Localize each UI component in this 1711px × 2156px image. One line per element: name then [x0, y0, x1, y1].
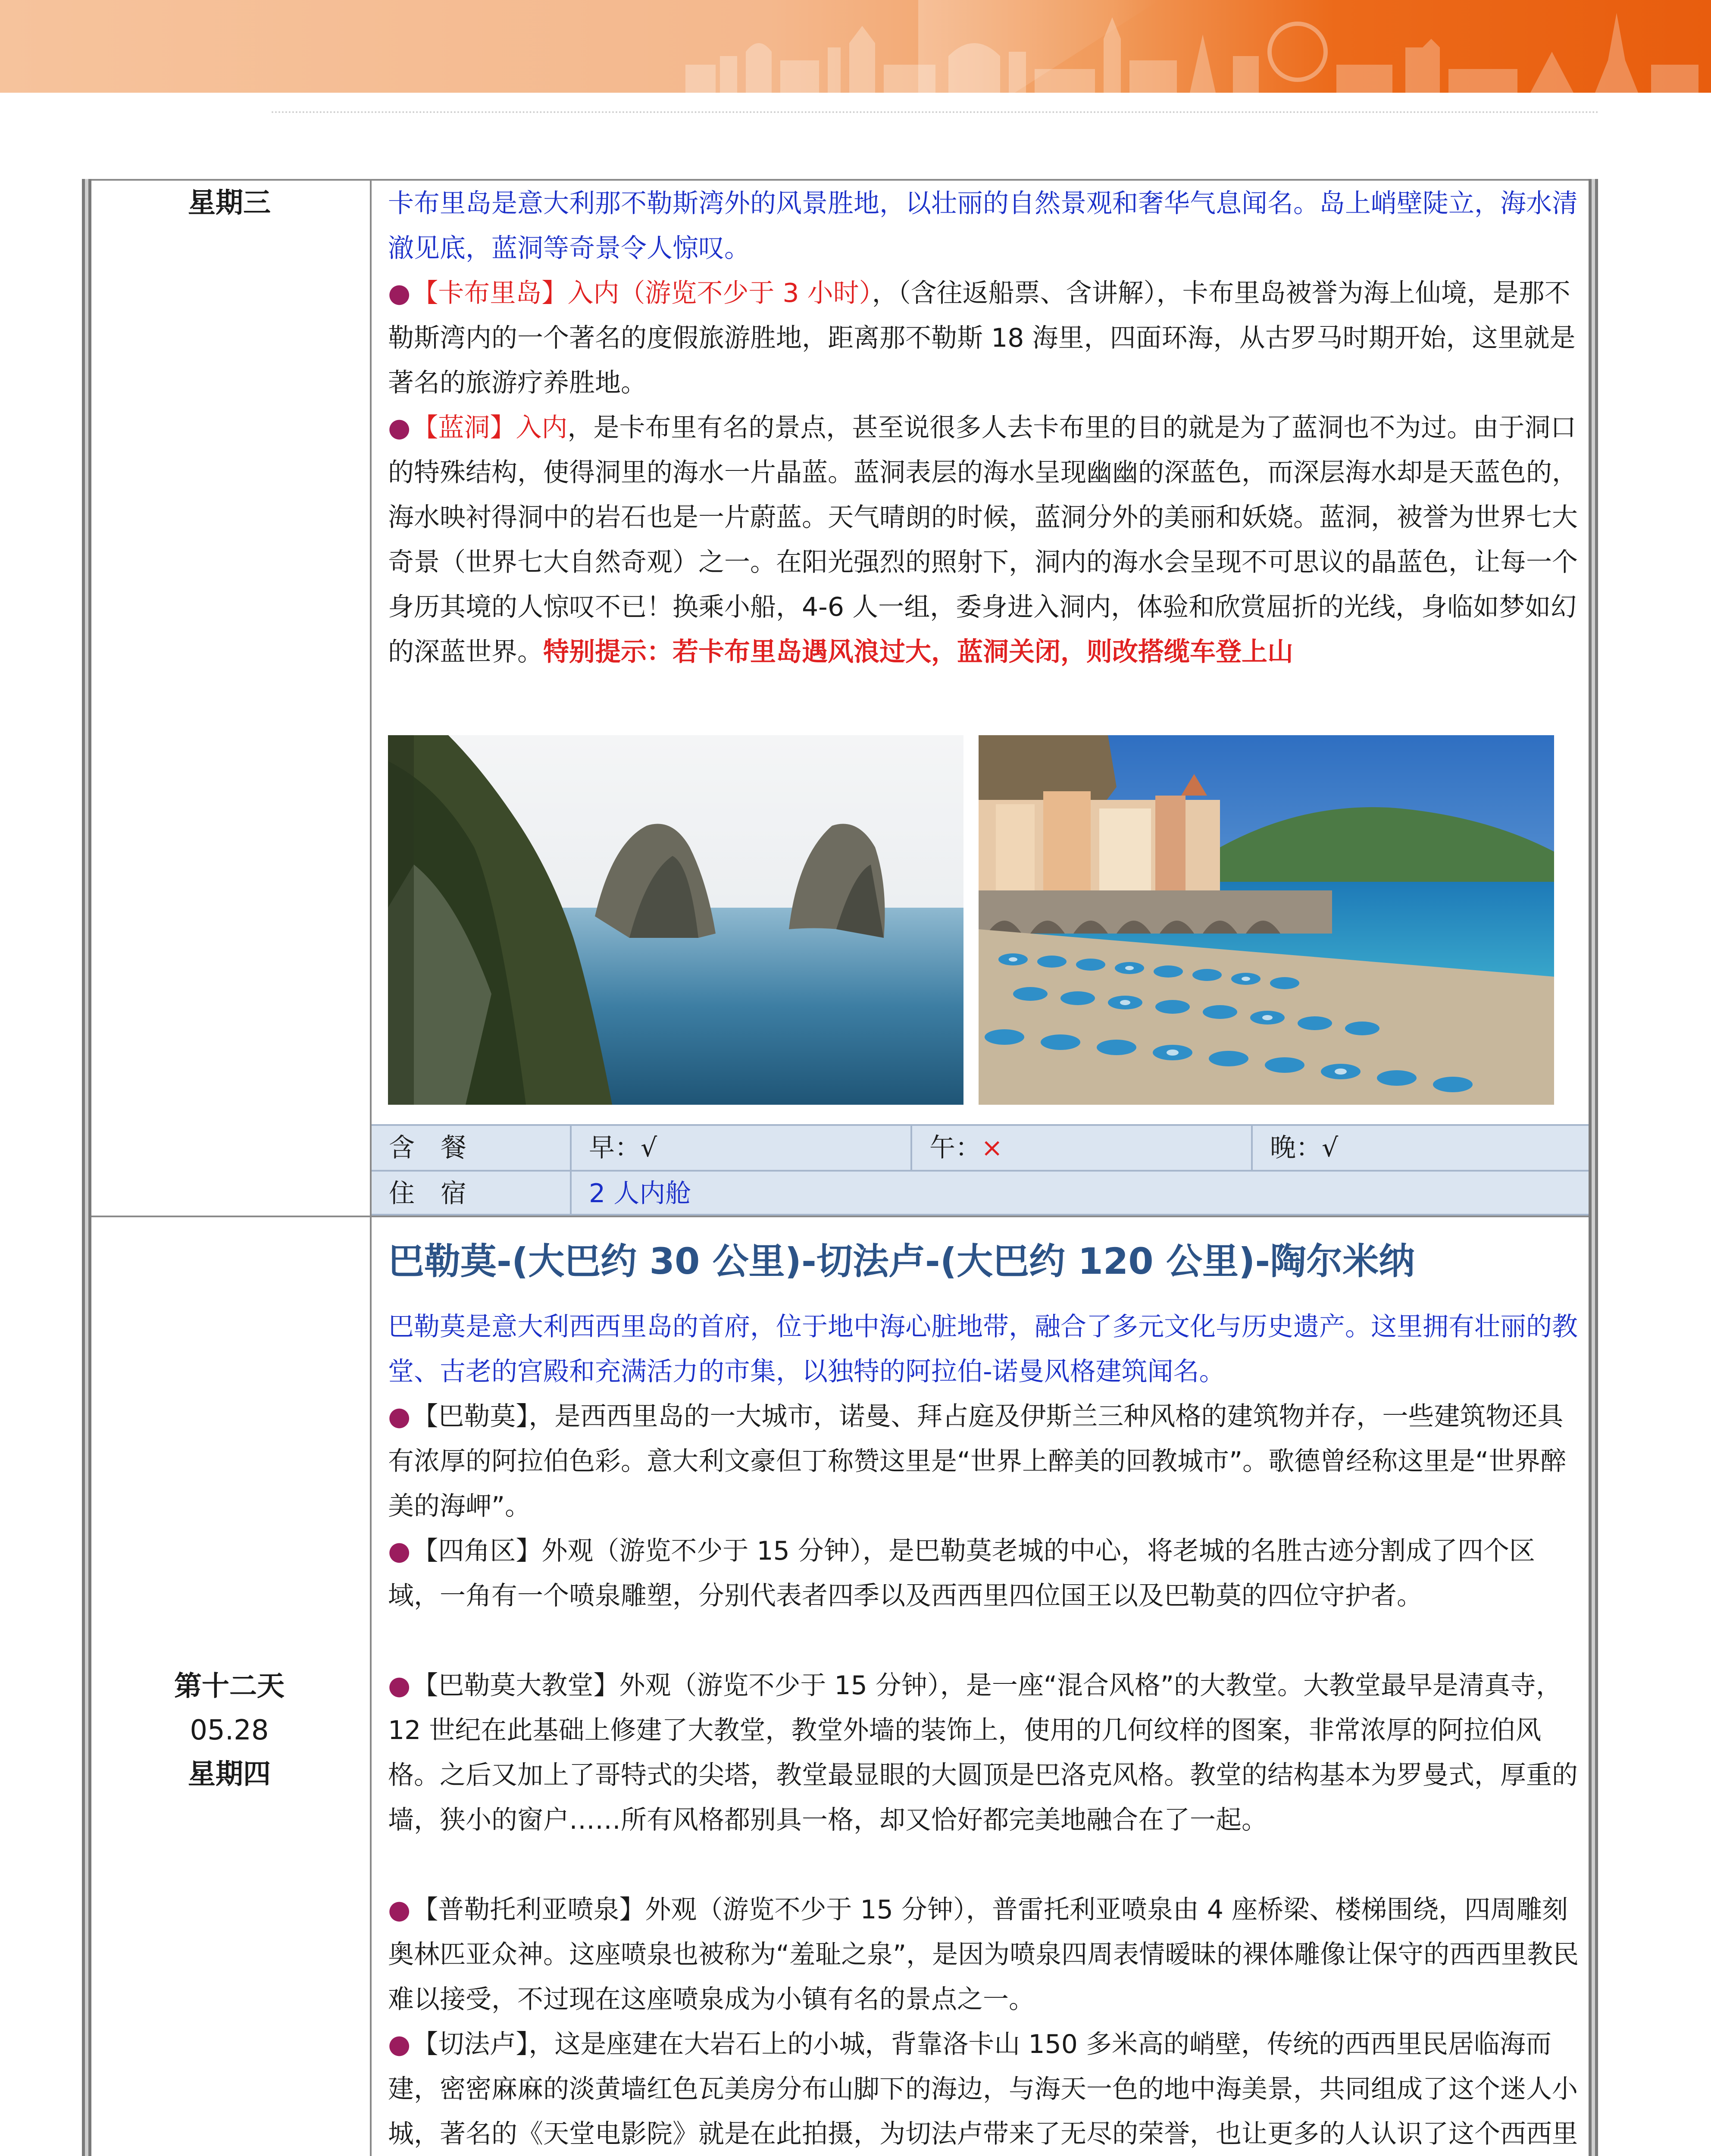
day-weekday: 星期四 — [188, 1758, 271, 1790]
lunch-cell — [910, 1126, 1251, 1170]
column-divider-day2 — [370, 1216, 372, 2156]
bullet-icon: ● — [388, 1670, 411, 1701]
meals-label: 含 餐 — [389, 1133, 466, 1163]
palermo-text: ，是西西里岛的一大城市，诺曼、拜占庭及伊斯兰三种风格的建筑物并存，一些建筑物还具有浓厚的阿拉伯色彩。意大利文豪但丁称赞这里是“世界上醉美的回教城市”。歌德曾经称这里是“世界醉美的海岬”。 — [388, 1401, 1567, 1521]
breakfast-label: 早： — [589, 1133, 641, 1163]
cefalu-text: ，这是座建在大岩石上的小城，背靠洛卡山 150 多米高的峭壁，传统的西西里民居临海而建，密密麻麻的淡黄墙红色瓦美房分布山脚下的海边，与海天一色的地中海美景，共同组成了这个迷人小城，著名的《天堂电影院》就是在此拍摄，为切法卢带来了无尽的荣誉，也让更多的人认识了这个西西里 — [388, 2029, 1578, 2149]
quattro-canti-text: 外观（游览不少于 15 分钟），是巴勒莫老城的中心，将老城的名胜古迹分割成了四个区域，一角有一个喷泉雕塑，分别代表者四季以及西西里四位国王以及巴勒莫的四位守护者。 — [388, 1536, 1535, 1611]
table-border-left — [82, 179, 91, 2156]
capri-text: ，（含往返船票、含讲解），卡布里岛被誉为海上仙境，是那不勒斯湾内的一个著名的度假旅游胜地，距离那不勒斯 18 海里，四面环海，从古罗马时期开始，这里就是著名的旅游疗养胜地。 — [388, 278, 1576, 398]
palermo-paragraph — [388, 1394, 1586, 1529]
header-dotted-rule — [272, 111, 1599, 113]
bullet-icon: ● — [388, 1895, 411, 1925]
row-divider — [91, 1216, 1589, 1217]
lodging-label: 住 宿 — [389, 1178, 466, 1209]
table-border-right — [1589, 179, 1598, 2156]
grotto-notice: 特别提示：若卡布里岛遇风浪过大，蓝洞关闭，则改搭缆车登上山 — [543, 637, 1293, 667]
dinner-label: 晚： — [1270, 1133, 1322, 1163]
cathedral-paragraph — [388, 1663, 1586, 1843]
bullet-icon: ● — [388, 413, 411, 443]
fountain-text: 外观（游览不少于 15 分钟），普雷托利亚喷泉由 4 座桥梁、楼梯围绕，四周雕刻奥林匹亚众神。这座喷泉也被称为“羞耻之泉”，是因为喷泉四周表情暧昧的裸体雕像让保守的西西里教民难以接受，不过现在这座喷泉成为小镇有名的景点之一。 — [388, 1895, 1579, 2015]
lunch-label: 午： — [929, 1133, 981, 1163]
header-band — [0, 0, 1711, 93]
cefalu-name: 【切法卢】 — [412, 2029, 529, 2059]
amalfi-beach-photo — [979, 735, 1554, 1105]
bullet-icon: ● — [388, 1401, 411, 1432]
lodging-row — [372, 1170, 1589, 1216]
column-divider-day1 — [370, 179, 372, 1216]
capri-paragraph — [388, 271, 1586, 405]
dinner-cell — [1251, 1126, 1589, 1170]
capri-intro: 卡布里岛是意大利那不勒斯湾外的风景胜地，以壮丽的自然景观和奢华气息闻名。岛上峭壁陡立，海水清澈见底，蓝洞等奇景令人惊叹。 — [388, 188, 1578, 263]
palermo-intro: 巴勒莫是意大利西西里岛的首府，位于地中海心脏地带，融合了多元文化与历史遗产。这里拥有壮丽的教堂、古老的宫殿和充满活力的市集，以独特的阿拉伯-诺曼风格建筑闻名。 — [388, 1312, 1578, 1387]
quattro-canti-name: 【四角区】 — [412, 1536, 542, 1566]
dinner-value: √ — [1322, 1133, 1339, 1163]
bullet-icon: ● — [388, 2029, 411, 2059]
capri-name: 【卡布里岛】 — [412, 278, 568, 308]
cathedral-name: 【巴勒莫大教堂】 — [412, 1670, 619, 1701]
cefalu-paragraph — [388, 2022, 1586, 2156]
grotto-name: 【蓝洞】入内 — [412, 413, 568, 443]
lunch-value: × — [981, 1133, 1003, 1163]
day-number: 第十二天 — [174, 1670, 285, 1702]
quattro-canti-paragraph — [388, 1529, 1586, 1618]
table-top-border — [91, 179, 1589, 181]
capri-tag: 入内（游览不少于 3 小时） — [567, 278, 872, 308]
breakfast-value: √ — [641, 1133, 657, 1163]
fountain-name: 【普勒托利亚喷泉】 — [412, 1895, 645, 1925]
route-title: 巴勒莫-(大巴约 30 公里)-切法卢-(大巴约 120 公里)-陶尔米纳 — [388, 1240, 1415, 1282]
bullet-icon: ● — [388, 278, 411, 308]
day-weekday-prev: 星期三 — [188, 187, 271, 219]
skyline-silhouette — [673, 0, 1711, 93]
lodging-value: 2 人内舱 — [570, 1172, 1589, 1216]
faraglioni-photo — [388, 735, 963, 1105]
meals-row — [372, 1124, 1589, 1170]
breakfast-cell — [570, 1126, 910, 1170]
grotto-text: ，是卡布里有名的景点，甚至说很多人去卡布里的目的就是为了蓝洞也不为过。由于洞口的特殊结构，使得洞里的海水一片晶蓝。蓝洞表层的海水呈现幽幽的深蓝色，而深层海水却是天蓝色的，海水映衬得洞中的岩石也是一片蔚蓝。天气晴朗的时候，蓝洞分外的美丽和妖娆。蓝洞，被誉为世界七大奇景（世界七大自然奇观）之一。在阳光强烈的照射下，洞内的海水会呈现不可思议的晶蓝色，让每一个身历其境的人惊叹不已！换乘小船，4-6 人一组，委身进入洞内，体验和欣赏屈折的光线，身临如梦如幻的深蓝世界。 — [388, 413, 1578, 667]
fountain-paragraph — [388, 1887, 1586, 2022]
grotto-paragraph — [388, 405, 1586, 674]
palermo-name: 【巴勒莫】 — [412, 1401, 529, 1432]
bullet-icon: ● — [388, 1536, 411, 1566]
day-date: 05.28 — [190, 1714, 269, 1746]
cathedral-text: 外观（游览不少于 15 分钟），是一座“混合风格”的大教堂。大教堂最早是清真寺，12 世纪在此基础上修建了大教堂，教堂外墙的装饰上，使用的几何纹样的图案，非常浓厚的阿拉伯风格。之后又加上了哥特式的尖塔，教堂最显眼的大圆顶是巴洛克风格。教堂的结构基本为罗曼式，厚重的墙，狭小的窗户……所有风格都别具一格，却又恰好都完美地融合在了一起。 — [388, 1670, 1578, 1835]
